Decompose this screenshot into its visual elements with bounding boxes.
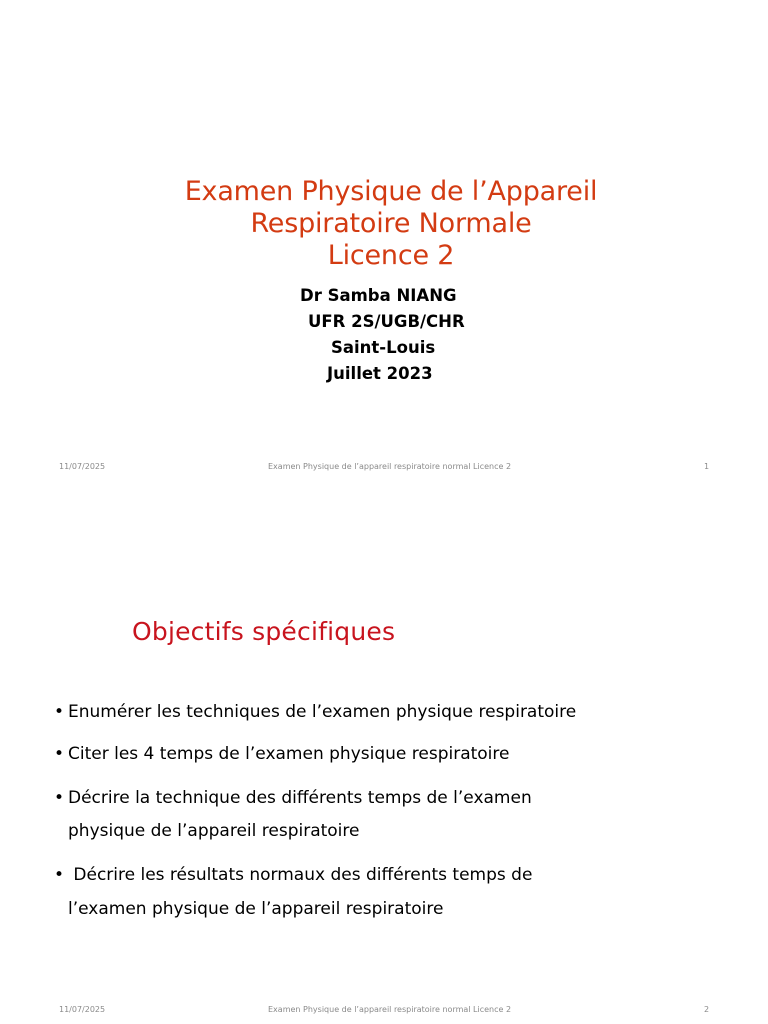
footer-title: Examen Physique de l’appareil respiratoire normal Licence 2 bbox=[268, 462, 512, 471]
list-item bbox=[54, 744, 509, 764]
list-item-text: Décrire les résultats normaux des différents temps de bbox=[68, 865, 533, 885]
title-line: Licence 2 bbox=[327, 240, 455, 271]
list-item-text: Enumérer les techniques de l’examen physique respiratoire bbox=[68, 702, 577, 722]
author-city: Saint-Louis bbox=[331, 338, 436, 357]
bullet-icon: • bbox=[54, 702, 65, 722]
bullet-icon: • bbox=[54, 865, 65, 885]
slide-title bbox=[0, 176, 768, 272]
list-item-text-continued: physique de l’appareil respiratoire bbox=[68, 821, 360, 841]
list-item-text: Décrire la technique des différents temps de l’examen bbox=[68, 788, 532, 808]
list-item bbox=[54, 702, 576, 722]
bullet-icon: • bbox=[54, 788, 65, 808]
title-line: Examen Physique de l’Appareil bbox=[184, 176, 598, 207]
slide-2 bbox=[0, 512, 768, 1024]
footer-date: 11/07/2025 bbox=[59, 462, 106, 471]
list-item bbox=[54, 865, 533, 919]
footer-date: 11/07/2025 bbox=[59, 1005, 106, 1014]
author-affiliation: UFR 2S/UGB/CHR bbox=[308, 312, 465, 331]
footer-title: Examen Physique de l’appareil respiratoire normal Licence 2 bbox=[268, 1005, 512, 1014]
title-line: Respiratoire Normale bbox=[250, 208, 532, 239]
bullet-icon: • bbox=[54, 744, 65, 764]
list-item-text: Citer les 4 temps de l’examen physique respiratoire bbox=[68, 744, 510, 764]
footer-page-number: 1 bbox=[704, 462, 710, 471]
list-item bbox=[54, 788, 532, 841]
footer-page-number: 2 bbox=[704, 1005, 710, 1014]
author-date: Juillet 2023 bbox=[327, 364, 433, 383]
objectives-title: Objectifs spécifiques bbox=[132, 617, 396, 646]
list-item-text-continued: l’examen physique de l’appareil respiratoire bbox=[68, 899, 444, 919]
author-name: Dr Samba NIANG bbox=[300, 286, 457, 305]
